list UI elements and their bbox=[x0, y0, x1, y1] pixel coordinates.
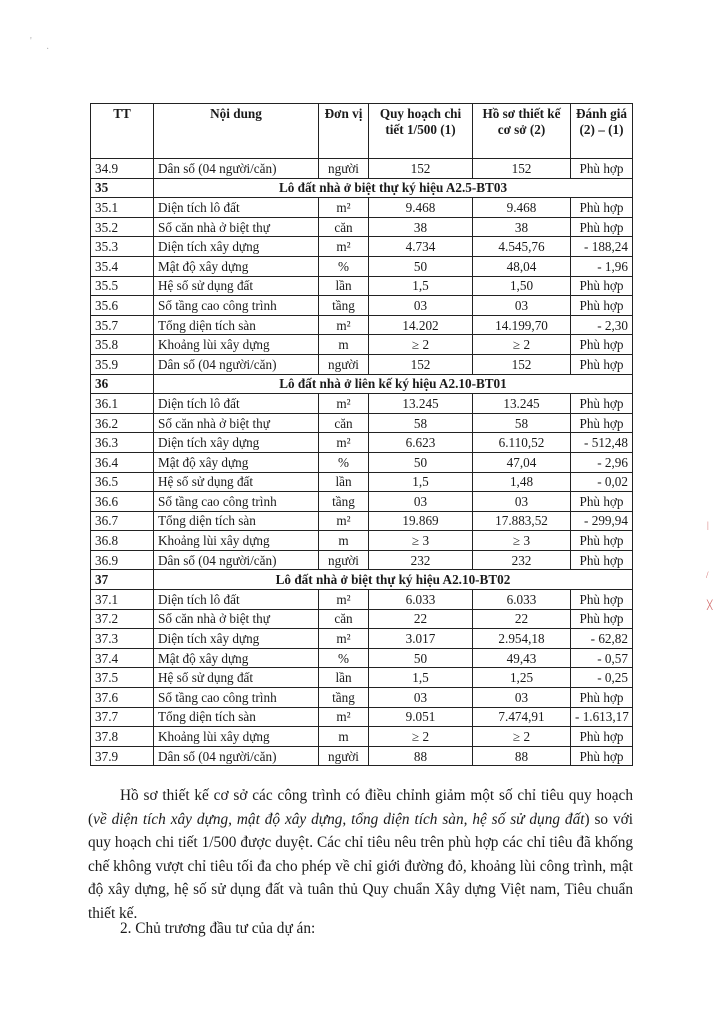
cell-plan-value: 58 bbox=[369, 413, 473, 433]
cell-content: Dân số (04 người/căn) bbox=[154, 746, 319, 766]
cell-unit: căn bbox=[319, 413, 369, 433]
cell-tt: 36.7 bbox=[91, 511, 154, 531]
cell-content: Diện tích xây dựng bbox=[154, 433, 319, 453]
cell-tt: 36.4 bbox=[91, 452, 154, 472]
table-row bbox=[91, 668, 633, 688]
cell-design-value: 9.468 bbox=[473, 198, 571, 218]
table-row bbox=[91, 629, 633, 649]
cell-unit: m bbox=[319, 727, 369, 747]
cell-content: Diện tích xây dựng bbox=[154, 629, 319, 649]
group-title: Lô đất nhà ở liên kế ký hiệu A2.10-BT01 bbox=[154, 374, 633, 394]
planning-indicator-table bbox=[90, 103, 633, 766]
table-row bbox=[91, 590, 633, 610]
group-number: 35 bbox=[91, 178, 154, 198]
cell-plan-value: 50 bbox=[369, 256, 473, 276]
cell-unit: người bbox=[319, 354, 369, 374]
cell-design-value: 17.883,52 bbox=[473, 511, 571, 531]
table-row bbox=[91, 354, 633, 374]
scan-speck: · bbox=[46, 44, 50, 55]
table-row bbox=[91, 315, 633, 335]
cell-content: Số căn nhà ở biệt thự bbox=[154, 413, 319, 433]
cell-design-value: 49,43 bbox=[473, 648, 571, 668]
cell-evaluation: - 512,48 bbox=[571, 433, 633, 453]
cell-tt: 37.1 bbox=[91, 590, 154, 610]
table-row bbox=[91, 727, 633, 747]
paragraph-italic-text: về diện tích xây dựng, mật độ xây dựng, tổng diện tích sàn, hệ số sử dụng đất bbox=[93, 810, 585, 828]
cell-evaluation: Phù hợp bbox=[571, 198, 633, 218]
cell-design-value: ≥ 2 bbox=[473, 335, 571, 355]
cell-evaluation: - 1.613,17 bbox=[571, 707, 633, 727]
cell-evaluation: - 2,96 bbox=[571, 452, 633, 472]
table-row bbox=[91, 746, 633, 766]
cell-unit: căn bbox=[319, 609, 369, 629]
cell-unit: m bbox=[319, 531, 369, 551]
cell-evaluation: - 299,94 bbox=[571, 511, 633, 531]
scan-speck: ' bbox=[30, 36, 32, 47]
cell-evaluation: Phù hợp bbox=[571, 727, 633, 747]
header-unit: Đơn vị bbox=[319, 104, 369, 159]
cell-plan-value: 22 bbox=[369, 609, 473, 629]
cell-evaluation: Phù hợp bbox=[571, 688, 633, 708]
cell-design-value: 6.110,52 bbox=[473, 433, 571, 453]
header-content: Nội dung bbox=[154, 104, 319, 159]
cell-content: Số căn nhà ở biệt thự bbox=[154, 609, 319, 629]
table-row bbox=[91, 492, 633, 512]
cell-plan-value: 1,5 bbox=[369, 668, 473, 688]
cell-unit: lần bbox=[319, 472, 369, 492]
cell-design-value: 14.199,70 bbox=[473, 315, 571, 335]
cell-plan-value: 88 bbox=[369, 746, 473, 766]
cell-design-value: 03 bbox=[473, 688, 571, 708]
cell-plan-value: 152 bbox=[369, 354, 473, 374]
cell-evaluation: - 0,02 bbox=[571, 472, 633, 492]
cell-design-value: 4.545,76 bbox=[473, 237, 571, 257]
cell-evaluation: - 0,25 bbox=[571, 668, 633, 688]
table-row bbox=[91, 609, 633, 629]
group-number: 37 bbox=[91, 570, 154, 590]
cell-design-value: 38 bbox=[473, 217, 571, 237]
table-group-row bbox=[91, 570, 633, 590]
cell-content: Số căn nhà ở biệt thự bbox=[154, 217, 319, 237]
cell-content: Hệ số sử dụng đất bbox=[154, 668, 319, 688]
cell-content: Dân số (04 người/căn) bbox=[154, 159, 319, 179]
group-title: Lô đất nhà ở biệt thự ký hiệu A2.5-BT03 bbox=[154, 178, 633, 198]
cell-unit: % bbox=[319, 648, 369, 668]
paragraph-text: Hồ sơ thiết kế cơ sở các công trình có điều chỉnh giảm một số chỉ tiêu quy hoạch ( bbox=[88, 787, 633, 828]
cell-plan-value: 03 bbox=[369, 688, 473, 708]
cell-plan-value: ≥ 3 bbox=[369, 531, 473, 551]
cell-plan-value: 9.468 bbox=[369, 198, 473, 218]
cell-evaluation: Phù hợp bbox=[571, 492, 633, 512]
cell-plan-value: 9.051 bbox=[369, 707, 473, 727]
cell-design-value: 88 bbox=[473, 746, 571, 766]
cell-unit: tầng bbox=[319, 492, 369, 512]
cell-plan-value: ≥ 2 bbox=[369, 335, 473, 355]
table-row bbox=[91, 452, 633, 472]
cell-unit: lần bbox=[319, 668, 369, 688]
cell-evaluation: Phù hợp bbox=[571, 335, 633, 355]
cell-design-value: 152 bbox=[473, 159, 571, 179]
cell-unit: lần bbox=[319, 276, 369, 296]
group-title: Lô đất nhà ở biệt thự ký hiệu A2.10-BT02 bbox=[154, 570, 633, 590]
cell-plan-value: 13.245 bbox=[369, 394, 473, 414]
cell-unit: % bbox=[319, 256, 369, 276]
cell-design-value: 2.954,18 bbox=[473, 629, 571, 649]
cell-unit: m bbox=[319, 335, 369, 355]
cell-content: Mật độ xây dựng bbox=[154, 648, 319, 668]
cell-design-value: 03 bbox=[473, 296, 571, 316]
cell-design-value: 232 bbox=[473, 550, 571, 570]
cell-evaluation: - 188,24 bbox=[571, 237, 633, 257]
cell-tt: 36.8 bbox=[91, 531, 154, 551]
cell-content: Tổng diện tích sàn bbox=[154, 511, 319, 531]
cell-evaluation: Phù hợp bbox=[571, 394, 633, 414]
cell-plan-value: 50 bbox=[369, 648, 473, 668]
cell-plan-value: 232 bbox=[369, 550, 473, 570]
cell-tt: 37.3 bbox=[91, 629, 154, 649]
cell-tt: 36.3 bbox=[91, 433, 154, 453]
cell-evaluation: - 62,82 bbox=[571, 629, 633, 649]
cell-plan-value: 03 bbox=[369, 492, 473, 512]
cell-plan-value: 6.623 bbox=[369, 433, 473, 453]
cell-design-value: ≥ 2 bbox=[473, 727, 571, 747]
cell-content: Dân số (04 người/căn) bbox=[154, 550, 319, 570]
cell-content: Mật độ xây dựng bbox=[154, 256, 319, 276]
margin-stamp-mark: ╳ bbox=[707, 600, 713, 610]
cell-plan-value: 14.202 bbox=[369, 315, 473, 335]
cell-evaluation: Phù hợp bbox=[571, 217, 633, 237]
cell-unit: căn bbox=[319, 217, 369, 237]
table-row bbox=[91, 413, 633, 433]
group-number: 36 bbox=[91, 374, 154, 394]
cell-design-value: 03 bbox=[473, 492, 571, 512]
table-row bbox=[91, 707, 633, 727]
cell-content: Diện tích lô đất bbox=[154, 394, 319, 414]
cell-evaluation: Phù hợp bbox=[571, 531, 633, 551]
cell-plan-value: 19.869 bbox=[369, 511, 473, 531]
header-plan: Quy hoạch chi tiết 1/500 (1) bbox=[369, 104, 473, 159]
header-evaluation: Đánh giá (2) – (1) bbox=[571, 104, 633, 159]
cell-tt: 37.5 bbox=[91, 668, 154, 688]
cell-evaluation: Phù hợp bbox=[571, 276, 633, 296]
cell-unit: tầng bbox=[319, 688, 369, 708]
cell-unit: người bbox=[319, 746, 369, 766]
table-row bbox=[91, 217, 633, 237]
table-row bbox=[91, 335, 633, 355]
table-row bbox=[91, 550, 633, 570]
cell-tt: 35.1 bbox=[91, 198, 154, 218]
cell-content: Số tầng cao công trình bbox=[154, 296, 319, 316]
cell-plan-value: 3.017 bbox=[369, 629, 473, 649]
table-row bbox=[91, 433, 633, 453]
cell-content: Hệ số sử dụng đất bbox=[154, 472, 319, 492]
cell-content: Diện tích lô đất bbox=[154, 198, 319, 218]
cell-plan-value: 6.033 bbox=[369, 590, 473, 610]
margin-stamp-mark: | bbox=[707, 520, 709, 530]
header-tt: TT bbox=[91, 104, 154, 159]
cell-content: Mật độ xây dựng bbox=[154, 452, 319, 472]
cell-tt: 35.4 bbox=[91, 256, 154, 276]
cell-tt: 37.4 bbox=[91, 648, 154, 668]
cell-content: Dân số (04 người/căn) bbox=[154, 354, 319, 374]
table-row bbox=[91, 276, 633, 296]
cell-unit: % bbox=[319, 452, 369, 472]
cell-plan-value: 1,5 bbox=[369, 472, 473, 492]
cell-tt: 35.6 bbox=[91, 296, 154, 316]
table-row bbox=[91, 648, 633, 668]
section-item-2: 2. Chủ trương đầu tư của dự án: bbox=[120, 920, 316, 937]
cell-design-value: 47,04 bbox=[473, 452, 571, 472]
cell-tt: 36.5 bbox=[91, 472, 154, 492]
cell-plan-value: ≥ 2 bbox=[369, 727, 473, 747]
cell-design-value: 7.474,91 bbox=[473, 707, 571, 727]
cell-tt: 35.3 bbox=[91, 237, 154, 257]
cell-tt: 35.2 bbox=[91, 217, 154, 237]
table-row bbox=[91, 198, 633, 218]
cell-unit: người bbox=[319, 159, 369, 179]
cell-design-value: 22 bbox=[473, 609, 571, 629]
cell-plan-value: 4.734 bbox=[369, 237, 473, 257]
cell-plan-value: 1,5 bbox=[369, 276, 473, 296]
cell-design-value: 1,48 bbox=[473, 472, 571, 492]
cell-plan-value: 152 bbox=[369, 159, 473, 179]
cell-tt: 35.9 bbox=[91, 354, 154, 374]
cell-content: Diện tích xây dựng bbox=[154, 237, 319, 257]
cell-unit: m² bbox=[319, 590, 369, 610]
cell-evaluation: - 2,30 bbox=[571, 315, 633, 335]
cell-unit: người bbox=[319, 550, 369, 570]
cell-design-value: 1,25 bbox=[473, 668, 571, 688]
cell-unit: m² bbox=[319, 198, 369, 218]
table-row bbox=[91, 237, 633, 257]
cell-tt: 37.7 bbox=[91, 707, 154, 727]
table-group-row bbox=[91, 178, 633, 198]
cell-evaluation: Phù hợp bbox=[571, 296, 633, 316]
cell-evaluation: Phù hợp bbox=[571, 413, 633, 433]
cell-unit: m² bbox=[319, 315, 369, 335]
cell-evaluation: - 0,57 bbox=[571, 648, 633, 668]
cell-evaluation: Phù hợp bbox=[571, 550, 633, 570]
cell-content: Khoảng lùi xây dựng bbox=[154, 531, 319, 551]
cell-content: Số tầng cao công trình bbox=[154, 688, 319, 708]
table-body bbox=[91, 159, 633, 766]
table-row bbox=[91, 296, 633, 316]
cell-design-value: 58 bbox=[473, 413, 571, 433]
cell-evaluation: Phù hợp bbox=[571, 590, 633, 610]
cell-content: Tổng diện tích sàn bbox=[154, 315, 319, 335]
cell-tt: 37.2 bbox=[91, 609, 154, 629]
cell-plan-value: 03 bbox=[369, 296, 473, 316]
conclusion-paragraph bbox=[88, 784, 633, 925]
cell-tt: 36.6 bbox=[91, 492, 154, 512]
cell-plan-value: 38 bbox=[369, 217, 473, 237]
cell-unit: m² bbox=[319, 394, 369, 414]
cell-tt: 34.9 bbox=[91, 159, 154, 179]
cell-design-value: 48,04 bbox=[473, 256, 571, 276]
table-header-row bbox=[91, 104, 633, 159]
table-row bbox=[91, 256, 633, 276]
cell-evaluation: - 1,96 bbox=[571, 256, 633, 276]
cell-tt: 35.8 bbox=[91, 335, 154, 355]
table-row bbox=[91, 688, 633, 708]
cell-unit: m² bbox=[319, 237, 369, 257]
cell-tt: 35.5 bbox=[91, 276, 154, 296]
cell-design-value: 13.245 bbox=[473, 394, 571, 414]
cell-design-value: 1,50 bbox=[473, 276, 571, 296]
cell-content: Số tầng cao công trình bbox=[154, 492, 319, 512]
cell-evaluation: Phù hợp bbox=[571, 746, 633, 766]
header-design: Hồ sơ thiết kế cơ sở (2) bbox=[473, 104, 571, 159]
margin-stamp-mark: / bbox=[706, 570, 709, 580]
cell-content: Khoảng lùi xây dựng bbox=[154, 727, 319, 747]
cell-content: Tổng diện tích sàn bbox=[154, 707, 319, 727]
cell-design-value: 6.033 bbox=[473, 590, 571, 610]
table-row bbox=[91, 394, 633, 414]
cell-evaluation: Phù hợp bbox=[571, 354, 633, 374]
table-group-row bbox=[91, 374, 633, 394]
cell-unit: m² bbox=[319, 707, 369, 727]
table-row bbox=[91, 511, 633, 531]
cell-evaluation: Phù hợp bbox=[571, 159, 633, 179]
cell-content: Khoảng lùi xây dựng bbox=[154, 335, 319, 355]
cell-plan-value: 50 bbox=[369, 452, 473, 472]
cell-evaluation: Phù hợp bbox=[571, 609, 633, 629]
cell-content: Hệ số sử dụng đất bbox=[154, 276, 319, 296]
cell-tt: 37.8 bbox=[91, 727, 154, 747]
cell-content: Diện tích lô đất bbox=[154, 590, 319, 610]
table-row bbox=[91, 531, 633, 551]
cell-unit: tầng bbox=[319, 296, 369, 316]
cell-tt: 37.9 bbox=[91, 746, 154, 766]
cell-unit: m² bbox=[319, 511, 369, 531]
cell-unit: m² bbox=[319, 629, 369, 649]
cell-tt: 36.9 bbox=[91, 550, 154, 570]
cell-tt: 37.6 bbox=[91, 688, 154, 708]
cell-tt: 35.7 bbox=[91, 315, 154, 335]
cell-design-value: ≥ 3 bbox=[473, 531, 571, 551]
cell-tt: 36.2 bbox=[91, 413, 154, 433]
cell-design-value: 152 bbox=[473, 354, 571, 374]
table-row bbox=[91, 472, 633, 492]
cell-unit: m² bbox=[319, 433, 369, 453]
table-row bbox=[91, 159, 633, 179]
cell-tt: 36.1 bbox=[91, 394, 154, 414]
paragraph-text-end: ) so với quy hoạch chi tiết 1/500 được duyệt. Các chỉ tiêu nêu trên phù hợp các chỉ tiêu đã khống chế không vượt chỉ tiêu tối đa cho phép về chỉ giới đường đỏ, khoảng lùi công trình, mật độ xây dựng, hệ số sử dụng đất và tuân thủ Quy chuẩn Xây dựng Việt nam, Tiêu chuẩn thiết kế. bbox=[88, 810, 633, 922]
